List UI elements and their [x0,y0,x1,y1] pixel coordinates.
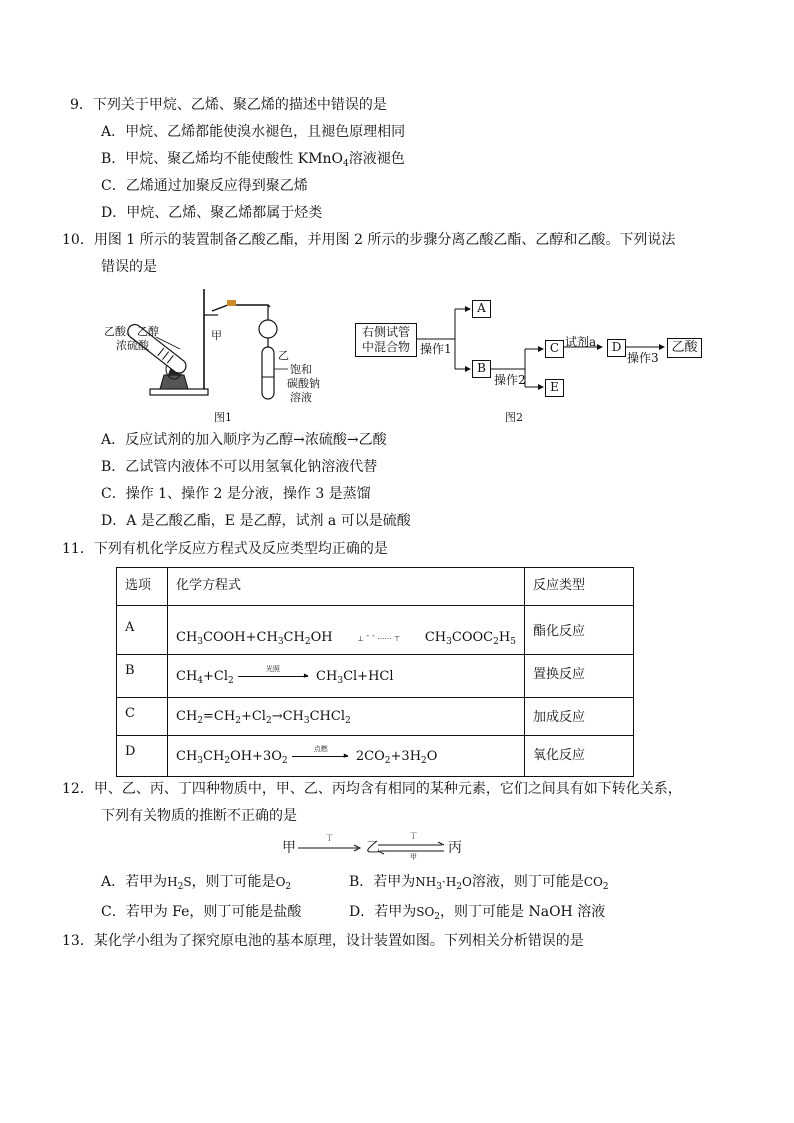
q10-stem-line2: 错误的是 [101,259,157,275]
q12-option-a: A．若甲为$H_2S$，则丁可能是$O_2$ [101,874,292,892]
table-row: C $CH_2=CH_2+Cl_2\to CH_3CHCl_2$ 加成反应 [117,698,634,736]
q12-option-d: D．若甲为$SO_2$，则丁可能是 NaOH 溶液 [349,904,606,922]
q12-option-c: C．若甲为 Fe，则丁可能是盐酸 [101,904,302,920]
flow-op3: 操作3 [627,351,659,365]
fig2-caption: 图2 [505,411,523,424]
flow-start-box: 右侧试管 中混合物 [355,323,417,357]
q10-option-d: D．A 是乙酸乙酯，E 是乙醇，试剂 a 可以是硫酸 [101,513,411,529]
table-header-option: 选项 [117,568,168,606]
fig1-label-acid: 浓硫酸 [116,339,149,352]
q13-stem: 13．某化学小组为了探究原电池的基本原理，设计装置如图。下列相关分析错误的是 [62,933,584,949]
flow-op1: 操作1 [420,342,452,356]
q12-option-b: B．若甲为$NH_3\cdot H_2O$溶液，则丁可能是$CO_2$ [349,874,609,892]
equation-d: $CH_3CH_2OH+3O_2$ 点燃 ▸ $2CO_2+3H_2O$ [168,736,525,777]
fig1-caption: 图1 [214,411,232,424]
flow-box-c: C [545,340,564,358]
chain-bing: 丙 [448,840,462,856]
q9-option-a: A．甲烷、乙烯都能使溴水褪色，且褪色原理相同 [101,124,406,140]
equation-b: $CH_4+Cl_2$ 光照 ▸ $CH_3Cl+HCl$ [168,655,525,698]
table-row: D $CH_3CH_2OH+3O_2$ 点燃 ▸ $2CO_2+3H_2O$ 氧化反应 [117,736,634,777]
flow-op2: 操作2 [494,373,526,387]
table-row: B $CH_4+Cl_2$ 光照 ▸ $CH_3Cl+HCl$ 置换反应 [117,655,634,698]
q12-stem-line2: 下列有关物质的推断不正确的是 [101,808,297,824]
flow-reagent-a: 试剂a [565,335,597,349]
chain-yi: 乙 [366,840,380,856]
fig1-label-yi: 乙 [278,349,289,362]
flow-box-a: A [472,300,491,318]
equation-a: $CH_3COOH+CH_3CH_2OH$ ⊥ ˆ ˆ ⋯⋯ ⊤ $CH_3COOC_2H_5$ [168,606,525,655]
q10-option-b: B．乙试管内液体不可以用氢氧化钠溶液代替 [101,459,378,475]
arrow-label-ding-2: 丁 [410,832,417,840]
table-header-type: 反应类型 [525,568,634,606]
equation-c: $CH_2=CH_2+Cl_2\to CH_3CHCl_2$ [168,698,525,736]
fig1-label-solution: 溶液 [290,391,312,404]
fig1-label-saturated: 饱和 [290,363,312,376]
q10-stem-line1: 10．用图 1 所示的装置制备乙酸乙酯，并用图 2 所示的步骤分离乙酸乙酯、乙醇和乙酸。下列说法 [62,232,676,248]
table-header-equation: 化学方程式 [168,568,525,606]
fig1-label-jia: 甲 [211,329,222,342]
arrow-label-jia: 甲 [410,853,417,861]
q12-stem-line1: 12．甲、乙、丙、丁四种物质中，甲、乙、丙均含有相同的某种元素，它们之间具有如下转化关系， [62,781,682,797]
q9-stem: 9．下列关于甲烷、乙烯、聚乙烯的描述中错误的是 [70,97,387,113]
table-row: A $CH_3COOH+CH_3CH_2OH$ ⊥ ˆ ˆ ⋯⋯ ⊤ $CH_3COOC_2H_5$ 酯化反应 [117,606,634,655]
chain-jia: 甲 [282,840,296,856]
q10-option-a: A．反应试剂的加入顺序为乙醇→浓硫酸→乙酸 [101,432,387,448]
q9-option-b: B．甲烷、聚乙烯均不能使酸性 KMnO$_4$溶液褪色 [101,151,405,169]
flow-box-b: B [472,360,491,378]
q10-option-c: C．操作 1、操作 2 是分液，操作 3 是蒸馏 [101,486,371,502]
flow-box-e: E [545,379,564,397]
flow-box-d: D [607,339,626,357]
q9-option-d: D．甲烷、乙烯、聚乙烯都属于烃类 [101,205,323,221]
flow-product-box: 乙酸 [667,338,702,358]
q11-stem: 11．下列有机化学反应方程式及反应类型均正确的是 [62,541,388,557]
q9-option-c: C．乙烯通过加聚反应得到聚乙烯 [101,178,308,194]
fig1-label-reagents: 乙酸、乙醇 [104,325,159,338]
reaction-table [116,567,634,777]
fig1-label-carbonate: 碳酸钠 [287,377,320,390]
arrow-label-ding-1: 丁 [326,834,333,842]
